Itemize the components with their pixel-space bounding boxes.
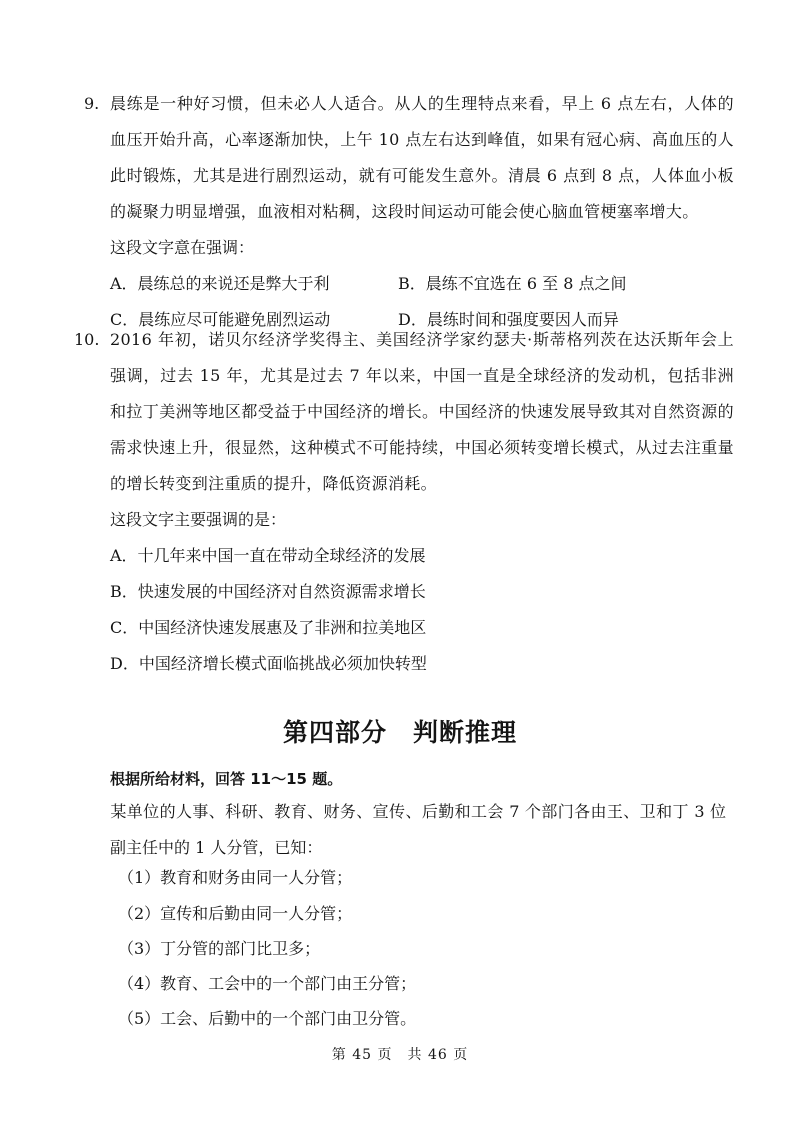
option-a: A．十几年来中国一直在带动全球经济的发展 xyxy=(110,546,426,565)
option-b: B．快速发展的中国经济对自然资源需求增长 xyxy=(110,582,426,601)
options-list xyxy=(110,538,734,682)
section-title: 第四部分 判断推理 xyxy=(282,718,517,747)
section-instruction: 根据所给材料，回答 11～15 题。 xyxy=(110,770,343,788)
option-c: C．中国经济快速发展惠及了非洲和拉美地区 xyxy=(110,618,427,637)
option-c: C．晨练应尽可能避免剧烈运动 xyxy=(110,310,331,329)
question-prompt: 这段文字主要强调的是： xyxy=(110,510,287,529)
question-prompt: 这段文字意在强调： xyxy=(110,238,255,257)
option-b: B．晨练不宜选在 6 至 8 点之间 xyxy=(398,274,627,293)
question-text: 晨练是一种好习惯，但未必人人适合。从人的生理特点来看，早上 6 点左右，人体的血压开始升高，心率逐渐加快，上午 10 点左右达到峰值，如果有冠心病、高血压的人此时锻炼，尤其是进行剧烈运动，就有可能发生意外。清晨 6 点到 8 点，人体血小板的凝聚力明显增强，血液相对粘稠，这段时间运动可能会使心脑血管梗塞率增大。 xyxy=(110,94,734,221)
option-a: A．晨练总的来说还是弊大于利 xyxy=(110,274,330,293)
option-d: D．中国经济增长模式面临挑战必须加快转型 xyxy=(110,654,427,673)
material-body: 某单位的人事、科研、教育、财务、宣传、后勤和工会 7 个部门各由王、卫和丁 3 位副主任中的 1 人分管，已知： xyxy=(110,802,726,857)
question-10 xyxy=(74,322,734,682)
page-footer: 第 45 页 共 46 页 xyxy=(331,1047,469,1063)
question-number: 10. xyxy=(74,330,100,349)
question-number: 9. xyxy=(84,94,100,113)
question-text: 2016 年初，诺贝尔经济学奖得主、美国经济学家约瑟夫·斯蒂格列茨在达沃斯年会上强调，过去 15 年，尤其是过去 7 年以来，中国一直是全球经济的发动机，包括非洲和拉丁美洲等地区都受益于中国经济的增长。中国经济的快速发展导致其对自然资源的需求快速上升，很显然，这种模式不可能持续，中国必须转变增长模式，从过去注重量的增长转变到注重质的提升，降低资源消耗。 xyxy=(110,330,734,493)
question-9 xyxy=(84,86,734,338)
option-d: D．晨练时间和强度要因人而异 xyxy=(398,310,619,329)
material-text xyxy=(110,794,726,866)
condition-1: （1）教育和财务由同一人分管； xyxy=(118,868,353,887)
condition-5: （5）工会、后勤中的一个部门由卫分管。 xyxy=(118,1009,417,1028)
condition-4: （4）教育、工会中的一个部门由王分管； xyxy=(118,974,417,993)
condition-2: （2）宣传和后勤由同一人分管； xyxy=(118,904,353,923)
condition-3: （3）丁分管的部门比卫多； xyxy=(118,939,321,958)
